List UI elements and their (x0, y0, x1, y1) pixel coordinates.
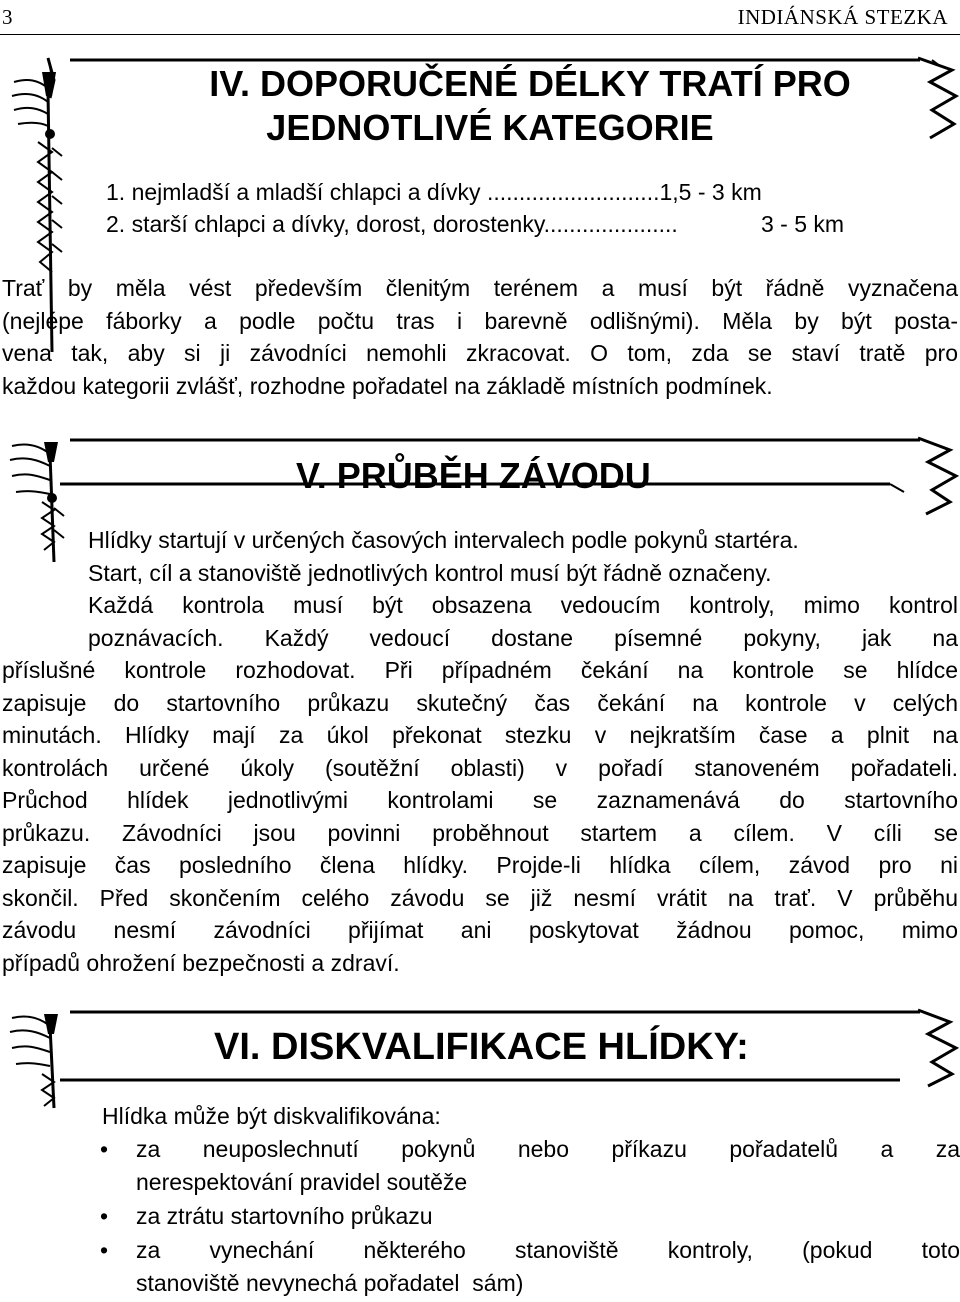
headdress-icon (8, 432, 88, 572)
section-iv-heading (0, 62, 960, 150)
paragraph-line: kontrolách určené úkoly (soutěžní oblasti) v pořadí stanoveném pořadateli. (2, 754, 958, 781)
list-item-line: za vynechání některého stanoviště kontroly, (pokud toto (136, 1237, 960, 1263)
section-iv-heading-line1: IV. DOPORUČENÉ DÉLKY TRATÍ PRO (209, 63, 851, 104)
category-label: 2. starší chlapci a dívky, dorost, dorostenky..................... (106, 211, 678, 237)
paragraph-line: každou kategorii zvlášť, rozhodne pořadatel na základě místních podmínek. (2, 372, 773, 399)
paragraph-line: Hlídky startují v určených časových intervalech podle pokynů startéra. (88, 527, 799, 553)
paragraph-line: zapisuje čas posledního člena hlídky. Projde-li hlídka cílem, závod pro ni (2, 852, 958, 878)
list-item-line: za neuposlechnutí pokynů nebo příkazu pořadatelů a za (136, 1136, 960, 1162)
paragraph-line: zapisuje do startovního průkazu skutečný čas čekání na kontrole v celých (2, 689, 958, 716)
paragraph-line: případů ohrožení bezpečnosti a zdraví. (2, 949, 400, 976)
paragraph-line: příslušné kontrole rozhodovat. Při případném čekání na kontrole se hlídce (2, 657, 958, 683)
section-v-indented (88, 524, 958, 654)
paragraph-line: (nejlépe fáborky a podle počtu tras i barevně odlišnými). Měla by být posta- (2, 307, 958, 334)
list-item (100, 1200, 960, 1233)
paragraph-line: průkazu. Závodníci jsou povinni proběhnout startem a cílem. V cíli se (2, 819, 958, 846)
paragraph-line: Průchod hlídek jednotlivými kontrolami se zaznamenává do startovního (2, 787, 958, 813)
paragraph-line: skončil. Před skončením celého závodu se již nesmí vrátit na trať. V průběhu (2, 884, 958, 911)
list-item-line: nerespektování pravidel soutěže (136, 1169, 468, 1195)
paragraph-line: Každá kontrola musí být obsazena vedoucím kontroly, mimo kontrol (88, 592, 958, 618)
list-item-line: za ztrátu startovního průkazu (136, 1203, 433, 1229)
category-distance: 3 - 5 km (761, 211, 845, 237)
list-item (100, 1133, 960, 1199)
section-iv-heading-line2: JEDNOTLIVÉ KATEGORIE (266, 107, 714, 148)
paragraph-line: Trať by měla vést především členitým terénem a musí být řádně vyznačena (2, 275, 958, 301)
paragraph-line: Start, cíl a stanoviště jednotlivých kontrol musí být řádně označeny. (88, 559, 772, 586)
running-header (0, 0, 960, 35)
category-label: 1. nejmladší a mladší chlapci a dívky ........................... (106, 179, 660, 205)
category-list-item (106, 176, 762, 208)
category-list-item (106, 208, 844, 240)
running-title: INDIÁNSKÁ STEZKA (737, 5, 948, 29)
list-item-line: stanoviště nevynechá pořadatel sám) (136, 1270, 524, 1296)
headdress-icon (8, 1004, 88, 1114)
category-distance: 1,5 - 3 km (659, 179, 762, 205)
section-iv-paragraph (2, 272, 958, 402)
paragraph-line: závodu nesmí závodníci přijímat ani poskytovat žádnou pomoc, mimo (2, 917, 958, 943)
bullet-icon: • (100, 1203, 109, 1229)
bullet-icon: • (100, 1136, 109, 1162)
section-vi-intro: Hlídka může být diskvalifikována: (102, 1103, 441, 1129)
page-number: 3 (2, 5, 13, 29)
paragraph-line: vena tak, aby si ji závodníci nemohli zkracovat. O tom, zda se staví tratě pro (2, 340, 958, 366)
paragraph-line: minutách. Hlídky mají za úkol překonat stezku v nejkratším čase a plnit na (2, 722, 958, 748)
list-item (100, 1234, 960, 1300)
section-v-body (2, 654, 958, 979)
paragraph-line: poznávacích. Každý vedoucí dostane písemné pokyny, jak na (88, 624, 958, 651)
disqualification-list (100, 1133, 960, 1300)
section-vi-heading: VI. DISKVALIFIKACE HLÍDKY: (214, 1026, 749, 1068)
section-v-heading: V. PRŮBĚH ZÁVODU (296, 455, 651, 496)
bullet-icon: • (100, 1237, 109, 1263)
